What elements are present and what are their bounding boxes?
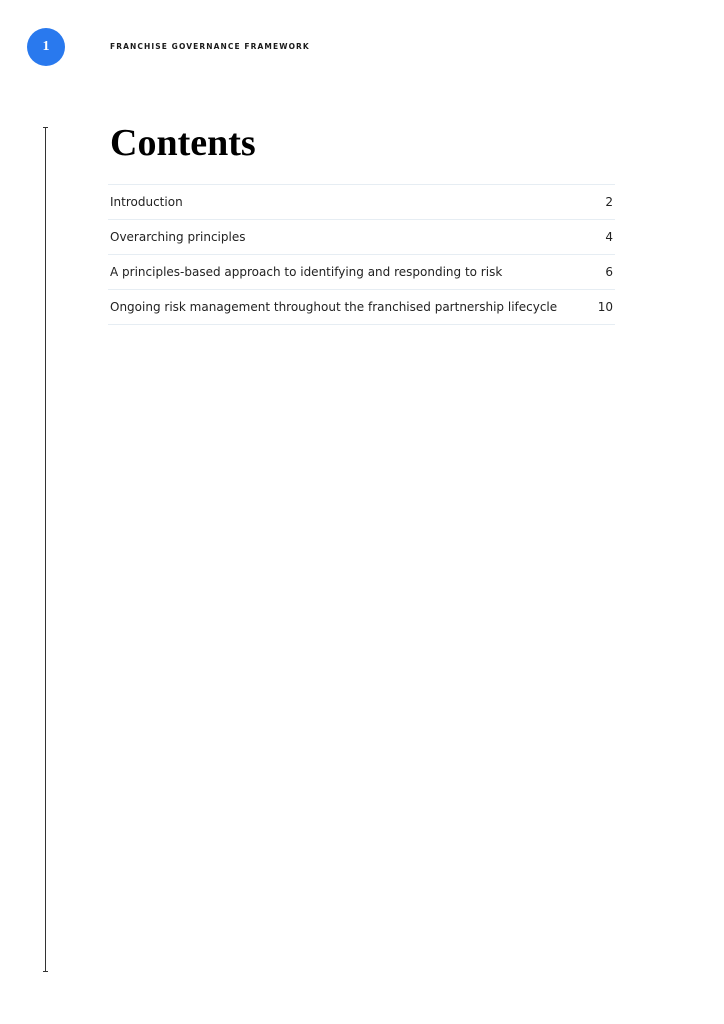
toc-entry-page: 10 bbox=[597, 300, 613, 314]
running-header: FRANCHISE GOVERNANCE FRAMEWORK bbox=[110, 42, 310, 51]
toc-entry-page: 6 bbox=[605, 265, 613, 279]
toc-entry-title: A principles-based approach to identifying and responding to risk bbox=[110, 265, 503, 279]
toc-entry-overarching-principles[interactable] bbox=[108, 220, 615, 255]
toc-entry-title: Introduction bbox=[110, 195, 183, 209]
toc-entry-ongoing-risk-management[interactable] bbox=[108, 290, 615, 325]
toc-entry-principles-based-approach[interactable] bbox=[108, 255, 615, 290]
toc-entry-title: Ongoing risk management throughout the franchised partnership lifecycle bbox=[110, 300, 558, 314]
side-rule bbox=[45, 127, 46, 972]
page-number-badge: 1 bbox=[27, 28, 65, 66]
table-of-contents bbox=[108, 184, 615, 325]
toc-entry-introduction[interactable] bbox=[108, 185, 615, 220]
contents-title: Contents bbox=[110, 122, 256, 164]
toc-entry-title: Overarching principles bbox=[110, 230, 246, 244]
toc-entry-page: 4 bbox=[605, 230, 613, 244]
toc-entry-page: 2 bbox=[605, 195, 613, 209]
